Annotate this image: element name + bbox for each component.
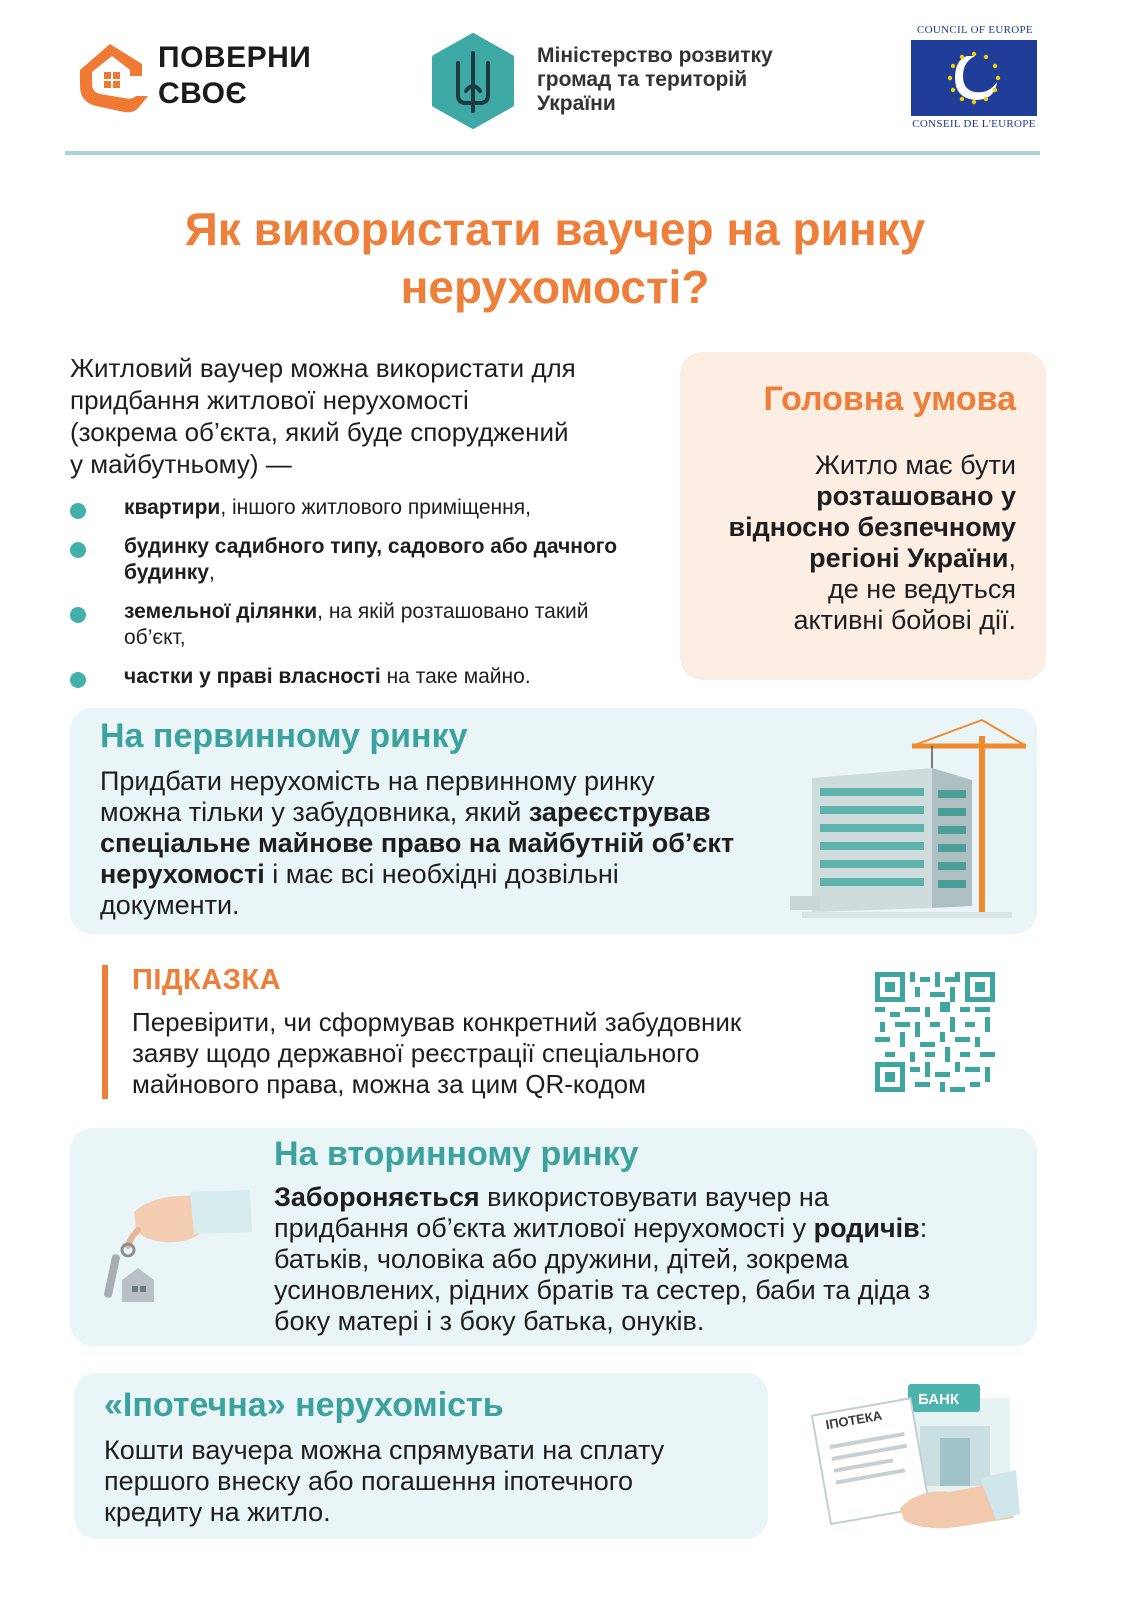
primary-market-section xyxy=(70,708,1037,934)
bullet-dot-icon xyxy=(70,503,86,519)
mortgage-text xyxy=(104,1435,744,1528)
bank-label: БАНК xyxy=(918,1391,960,1408)
list-item xyxy=(70,534,650,586)
mortgage-doc-label: ІПОТЕКА xyxy=(824,1407,884,1433)
primary-line: і має всі необхідні дозвільні xyxy=(264,859,619,889)
qr-code[interactable] xyxy=(875,972,995,1092)
intro-line4: у майбутньому) — xyxy=(70,449,292,479)
intro-line3: (зокрема об’єкта, який буде споруджений xyxy=(70,417,569,447)
condition-bold: регіоні України xyxy=(809,543,1009,573)
secondary-market-title: На вторинному ринку xyxy=(274,1135,639,1173)
building-crane-illustration-icon xyxy=(782,716,1032,922)
secondary-line: використовувати ваучер на xyxy=(479,1182,829,1212)
title-line1: Як використати ваучер на ринку xyxy=(184,203,926,255)
secondary-market-section xyxy=(70,1128,1037,1346)
hint-title: ПІДКАЗКА xyxy=(132,964,282,996)
list-item-bold: земельної ділянки xyxy=(124,600,318,623)
list-item-text: на таке майно. xyxy=(380,665,531,688)
intro-line1: Житловий ваучер можна використати для xyxy=(70,353,576,383)
secondary-line: боку матері і з боку батька, онуків. xyxy=(274,1306,705,1336)
secondary-bold: родичів xyxy=(813,1213,920,1243)
list-item-bold: частки у праві власності xyxy=(124,665,381,688)
condition-line: Житло має бути xyxy=(814,450,1016,480)
condition-line: активні бойові дії. xyxy=(793,605,1016,635)
list-item xyxy=(70,599,650,651)
bank-mortgage-illustration-icon xyxy=(800,1378,1020,1538)
condition-bold: відносно безпечному xyxy=(728,512,1016,542)
hint-line: Перевірити, чи сформував конкретний забудовник xyxy=(132,1007,742,1037)
condition-line: де не ведуться xyxy=(828,574,1016,604)
trident-emblem-icon xyxy=(430,33,516,129)
secondary-market-text xyxy=(274,1182,1014,1337)
hint-accent-bar xyxy=(102,965,108,1099)
list-item xyxy=(70,664,650,690)
secondary-line: : xyxy=(919,1213,928,1243)
main-condition-text xyxy=(686,450,1016,636)
ministry-line2: громад та територій xyxy=(537,68,748,91)
condition-bold: розташовано у xyxy=(816,481,1016,511)
hint-line: майнового права, можна за цим QR-кодом xyxy=(132,1069,646,1099)
logo-line1: ПОВЕРНИ xyxy=(158,41,312,74)
mortgage-section xyxy=(74,1373,768,1539)
main-condition-box xyxy=(680,352,1046,680)
primary-line: можна тільки у забудовника, який xyxy=(100,797,529,827)
ministry-line1: Міністерство розвитку xyxy=(537,44,773,67)
bullet-dot-icon xyxy=(70,607,86,623)
primary-line: Придбати нерухомість на первинному ринку xyxy=(100,766,655,796)
primary-bold: спеціальне майнове право на майбутній об’єкт xyxy=(100,828,735,858)
primary-line: документи. xyxy=(100,890,240,920)
primary-market-text xyxy=(100,766,800,921)
ministry-line3: України xyxy=(537,92,616,115)
secondary-bold: Забороняється xyxy=(274,1182,480,1212)
list-item-text: , на якій розташовано такий об’єкт, xyxy=(124,600,589,649)
coe-top-text: COUNCIL OF EUROPE xyxy=(917,24,1033,36)
list-item xyxy=(70,495,650,521)
intro-line2: придбання житлової нерухомості xyxy=(70,385,469,415)
list-item-text: , xyxy=(208,561,215,584)
header-divider xyxy=(65,151,1040,155)
condition-line: , xyxy=(1008,543,1016,573)
secondary-line: батьків, чоловіка або дружини, дітей, зокрема xyxy=(274,1244,849,1274)
list-item-bold: будинку садибного типу, садового або дачного будинку xyxy=(124,535,618,584)
hand-with-keys-illustration-icon xyxy=(94,1184,254,1314)
ministry-name xyxy=(537,44,773,116)
intro-paragraph xyxy=(70,352,670,480)
bullet-dot-icon xyxy=(70,542,86,558)
secondary-line: придбання об’єкта житлової нерухомості у xyxy=(274,1213,814,1243)
primary-market-title: На первинному ринку xyxy=(100,717,468,755)
header xyxy=(0,0,1131,160)
list-item-text: , іншого житлового приміщення, xyxy=(220,496,531,519)
property-list xyxy=(70,495,650,703)
house-hand-logo-icon xyxy=(74,40,154,116)
council-of-europe-flag-icon xyxy=(911,40,1037,116)
hint-text xyxy=(132,1007,852,1100)
coe-bottom-text: CONSEIL DE L'EUROPE xyxy=(912,118,1036,130)
mortgage-line: кредиту на житло. xyxy=(104,1497,331,1527)
logo-line2: СВОЄ xyxy=(158,77,248,110)
hint-line: заяву щодо державної реєстрації спеціального xyxy=(132,1038,700,1068)
title-line2: нерухомості? xyxy=(400,261,710,313)
mortgage-line: Кошти ваучера можна спрямувати на сплату xyxy=(104,1435,665,1465)
bullet-dot-icon xyxy=(70,672,86,688)
primary-bold: зареєстрував xyxy=(528,797,711,827)
primary-bold: нерухомості xyxy=(100,859,265,889)
mortgage-line: першого внеску або погашення іпотечного xyxy=(104,1466,634,1496)
main-condition-title: Головна умова xyxy=(763,380,1016,418)
list-item-bold: квартири xyxy=(124,496,221,519)
page-title xyxy=(0,200,1110,316)
secondary-line: усиновлених, рідних братів та сестер, баби та діда з xyxy=(274,1275,931,1305)
mortgage-title: «Іпотечна» нерухомість xyxy=(104,1386,504,1424)
logo-text xyxy=(158,40,311,112)
